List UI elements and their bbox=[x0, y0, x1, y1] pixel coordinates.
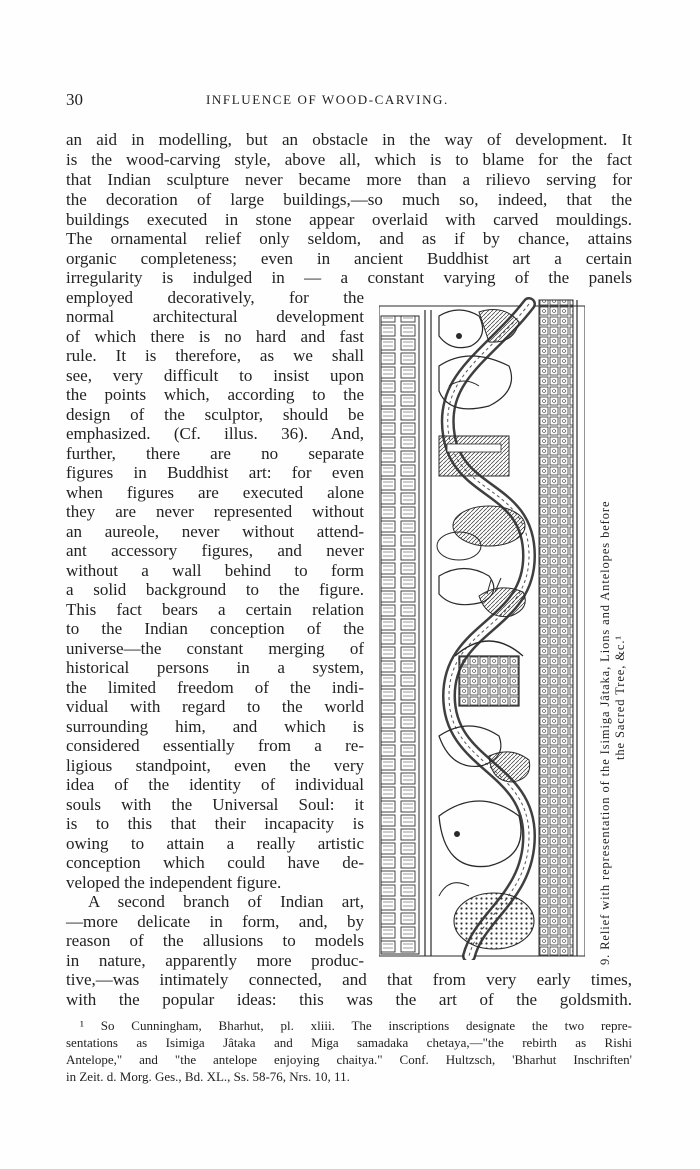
body-line: emphasized. (Cf. illus. 36). And, bbox=[66, 424, 364, 443]
footnote-line: ¹ So Cunningham, Bharhut, pl. xliii. The inscriptions designate the two repre- bbox=[80, 1018, 632, 1033]
body-line: an aureole, never without attend- bbox=[66, 522, 364, 541]
body-line: the decoration of large buildings,—so much so, indeed, that the bbox=[66, 190, 632, 209]
body-line: —more delicate in form, and, by bbox=[66, 912, 364, 931]
body-line: veloped the independent figure. bbox=[66, 873, 282, 892]
body-line: design of the sculptor, should be bbox=[66, 405, 364, 424]
body-line: the points which, according to the bbox=[66, 385, 364, 404]
body-line: idea of the identity of individual bbox=[66, 775, 364, 794]
relief-illustration-svg bbox=[379, 296, 585, 960]
body-line: universe—the constant merging of bbox=[66, 639, 364, 658]
body-line: the limited freedom of the indi- bbox=[66, 678, 364, 697]
body-line: employed decoratively, for the bbox=[66, 288, 364, 307]
body-line: conception which could have de- bbox=[66, 853, 364, 872]
body-line: they are never represented without bbox=[66, 502, 364, 521]
body-line: This fact bears a certain relation bbox=[66, 600, 364, 619]
body-line: a solid background to the figure. bbox=[66, 580, 364, 599]
body-line: owing to attain a really artistic bbox=[66, 834, 364, 853]
page-header bbox=[66, 90, 632, 114]
body-line: without a wall behind to form bbox=[66, 561, 364, 580]
body-line: that Indian sculpture never became more than a rilievo serving for bbox=[66, 170, 632, 189]
body-line: considered essentially from a re- bbox=[66, 736, 364, 755]
body-line: historical persons in a system, bbox=[66, 658, 364, 677]
body-line: normal architectural development bbox=[66, 307, 364, 326]
footnote-line: Antelope," and "the antelope enjoying chaitya." Conf. Hultzsch, 'Bharhut Inschriften' bbox=[66, 1052, 632, 1067]
body-line: is the wood-carving style, above all, which is to blame for the fact bbox=[66, 150, 632, 169]
body-line: ligious standpoint, even the very bbox=[66, 756, 364, 775]
body-line: when figures are executed alone bbox=[66, 483, 364, 502]
footnote-line: in Zeit. d. Morg. Ges., Bd. XL., Ss. 58-76, Nrs. 10, 11. bbox=[66, 1069, 350, 1084]
relief-illustration bbox=[379, 296, 585, 960]
caption-line: 9. Relief with representation of the Isimiga Jâtaka, Lions and Antelopes before bbox=[598, 500, 612, 965]
body-line: ant accessory figures, and never bbox=[66, 541, 364, 560]
body-line: organic completeness; even in ancient Buddhist art a certain bbox=[66, 249, 632, 268]
body-line: with the popular ideas: this was the art of the goldsmith. bbox=[66, 990, 632, 1009]
body-line: an aid in modelling, but an obstacle in the way of development. It bbox=[66, 130, 632, 149]
body-line: further, there are no separate bbox=[66, 444, 364, 463]
figure-caption bbox=[598, 305, 638, 965]
body-line: in nature, apparently more produc- bbox=[66, 951, 364, 970]
running-title: INFLUENCE OF WOOD-CARVING. bbox=[206, 92, 449, 107]
body-line: vidual with regard to the world bbox=[66, 697, 364, 716]
body-line: figures in Buddhist art: for even bbox=[66, 463, 364, 482]
body-line: surrounding him, and which is bbox=[66, 717, 364, 736]
body-line: tive,—was intimately connected, and that from very early times, bbox=[66, 970, 632, 989]
caption-line: the Sacred Tree, &c.¹ bbox=[613, 634, 627, 760]
body-line: reason of the allusions to models bbox=[66, 931, 364, 950]
body-line: rule. It is therefore, as we shall bbox=[66, 346, 364, 365]
body-line: A second branch of Indian art, bbox=[88, 892, 364, 911]
body-line: to the Indian conception of the bbox=[66, 619, 364, 638]
body-line: of which there is no hard and fast bbox=[66, 327, 364, 346]
page-number: 30 bbox=[66, 90, 83, 109]
body-line: irregularity is indulged in — a constant varying of the panels bbox=[66, 268, 632, 287]
body-line: is to this that their incapacity is bbox=[66, 814, 364, 833]
body-line: buildings executed in stone appear overlaid with carved mouldings. bbox=[66, 210, 632, 229]
body-line: see, very difficult to insist upon bbox=[66, 366, 364, 385]
footnote-line: sentations as Isimiga Jâtaka and Miga samadaka chetaya,—"the rebirth as Rishi bbox=[66, 1035, 632, 1050]
body-line: The ornamental relief only seldom, and as if by chance, attains bbox=[66, 229, 632, 248]
body-line: souls with the Universal Soul: it bbox=[66, 795, 364, 814]
